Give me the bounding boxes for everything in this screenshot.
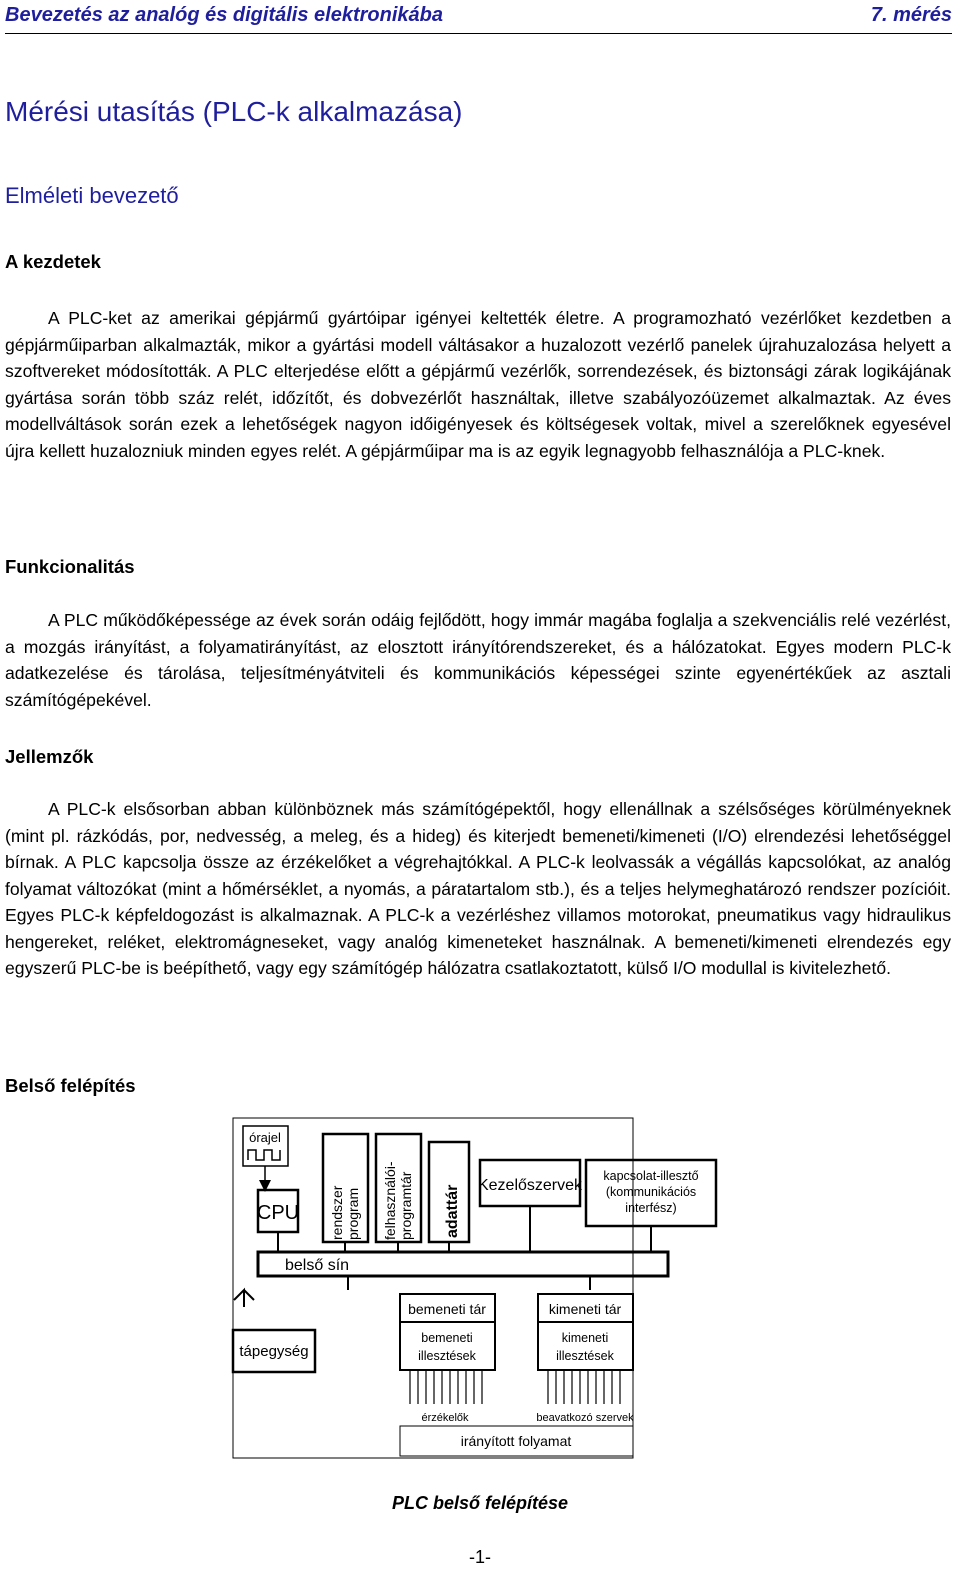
paragraph-funkcionalitas: A PLC működőképessége az évek során odáig fejlődött, hogy immár magába foglalja a szekvenciális relé vezérlést, a mozgás irányítást, a folyamatirányítást, az elosztott irányítórendszereket, és a hálózatokat. Egyes modern PLC-k adatkezelése és tárolása, teljesítményátviteli és kommunikációs képességei szinte egyenértékűek az asztali számítógépekével. — [5, 610, 951, 710]
clock-block — [243, 1126, 288, 1186]
user-program-block — [376, 1134, 421, 1252]
user-program-line2: programtár — [398, 1171, 414, 1240]
output-buffer-label: kimeneti tár — [548, 1301, 622, 1317]
heading-funkcionalitas: Funkcionalitás — [5, 556, 135, 577]
bus-label: belső sín — [285, 1257, 350, 1274]
section-subtitle: Elméleti bevezető — [5, 183, 179, 208]
heading-belso: Belső felépítés — [5, 1075, 136, 1096]
cpu-block — [257, 1190, 299, 1252]
power-supply-label: tápegység — [239, 1343, 309, 1360]
actuators-label: beavatkozó szervek — [536, 1412, 634, 1424]
output-interface-line2: illesztések — [556, 1349, 614, 1363]
input-buffer-label: bemeneti tár — [408, 1301, 486, 1317]
controls-label: Kezelőszervek — [477, 1177, 583, 1194]
interface-block — [586, 1160, 716, 1252]
header-right: 7. mérés — [870, 4, 952, 26]
controls-block — [478, 1160, 583, 1252]
sensors-label: érzékelők — [421, 1412, 469, 1424]
plc-diagram — [200, 1112, 760, 1472]
internal-bus — [258, 1252, 668, 1290]
input-interface-line1: bemeneti — [421, 1331, 473, 1345]
paragraph-jellemzok: A PLC-k elsősorban abban különböznek más számítógépektől, hogy ellenállnak a szélsőséges körülményeknek (mint pl. rázkódás, por, nedvesség, a meleg, és a hideg) és kiterjedt bemeneti/kimeneti (I/O) elrendezési lehetőséggel bírnak. A PLC kapcsolja össze az érzékelőket a végrehajtókkal. A PLC-k leolvassák a végállás kapcsolókat, az analóg folyamat változókat (mint a hőmérséklet, a nyomás, a páratartalom stb.), és a teljes helymeghatározó rendszer pozícióit. Egyes PLC-k képfeldogozást is alkalmaznak. A PLC-k a vezérléshez villamos motorokat, pneumatikus vagy hidraulikus hengereket, reléket, elektromágneseket, vagy analóg kimeneteket használnak. A bemeneti/kimeneti elrendezés egy egyszerű PLC-be is beépíthető, vagy egy számítógép hálózatra csatlakoztatott, külső I/O modullal is kivitelezhető. — [5, 799, 951, 978]
page-number: -1- — [469, 1547, 491, 1567]
input-block — [400, 1294, 495, 1404]
heading-kezdetek: A kezdetek — [5, 251, 101, 272]
figure-caption: PLC belső felépítése — [391, 1493, 569, 1513]
page-title: Mérési utasítás (PLC-k alkalmazása) — [5, 96, 463, 127]
interface-line1: kapcsolat-illesztő — [603, 1169, 699, 1183]
cpu-label: CPU — [256, 1202, 300, 1224]
input-interface-line2: illesztések — [418, 1349, 476, 1363]
power-arrow-icon — [234, 1290, 254, 1307]
controlled-process-label: irányított folyamat — [460, 1433, 572, 1449]
user-program-line1: felhasználói- — [382, 1161, 398, 1240]
page-header — [5, 0, 952, 34]
system-program-line1: rendszer — [329, 1185, 345, 1240]
clock-label: órajel — [249, 1130, 281, 1145]
header-left: Bevezetés az analóg és digitális elektronikába — [5, 4, 443, 26]
heading-jellemzok: Jellemzők — [5, 746, 94, 767]
system-program-block — [323, 1134, 368, 1252]
system-program-line2: program — [345, 1187, 361, 1240]
paragraph-kezdetek: A PLC-ket az amerikai gépjármű gyártóipar igényei keltették életre. A programozható vezérlőket kezdetben a gépjárműiparban alkalmazták, mikor a gyártási modell váltásakor a huzalozott vezérlő panelek újrahuzalozása helyett a szoftvereket módosították. A PLC elterjedése előtt a gépjármű vezérlők, sorrendezések, és biztonsági zárak logikájának gyártása során több száz relét, időzítőt, és dobvezérlőt használtak, illetve szabályozóüzemet alkalmaztak. Az éves modellváltások során ezek a lehetőségek nagyon időigényesek és költségesek voltak, mivel a szerelőknek egyesével újra kellett huzalozniuk minden egyes relét. A gépjárműipar ma is az egyik legnagyobb felhasználója a PLC-knek. — [5, 308, 951, 461]
diagram-frame — [233, 1118, 633, 1458]
output-interface-line1: kimeneti — [561, 1331, 609, 1345]
data-store-block — [429, 1142, 469, 1252]
clock-signal-icon — [248, 1150, 280, 1160]
power-supply-block — [233, 1290, 315, 1372]
interface-line3: interfész) — [625, 1201, 677, 1215]
data-store-label: adattár — [444, 1184, 461, 1238]
output-block — [538, 1294, 633, 1404]
interface-line2: (kommunikációs — [605, 1185, 697, 1199]
